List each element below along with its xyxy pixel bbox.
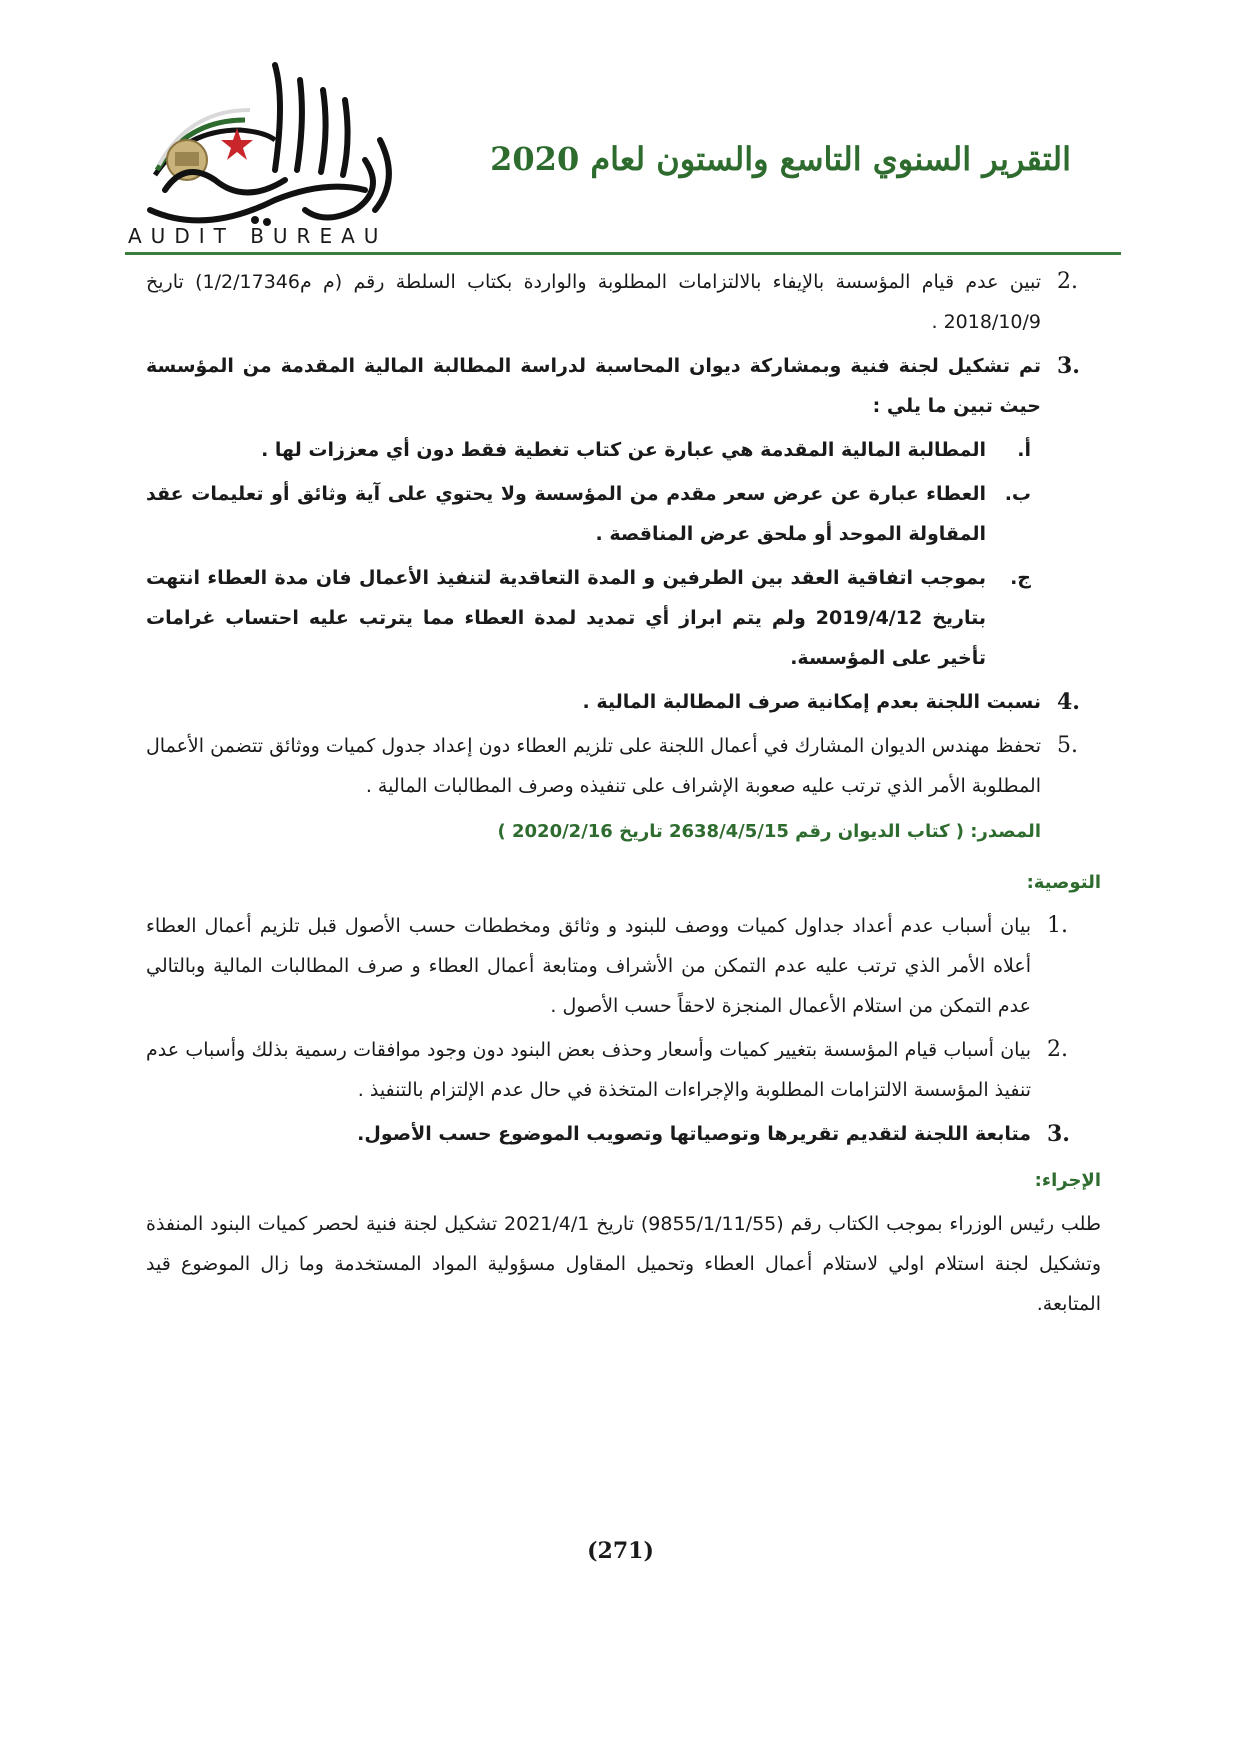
report-title: التقرير السنوي التاسع والستون لعام 2020: [490, 140, 1071, 178]
item-text: بيان أسباب عدم أعداد جداول كميات ووصف للبنود و وثائق ومخططات حسب الأصول قبل تلزيم أعمال العطاء أعلاه الأمر الذي ترتب عليه عدم التمكن من الأشراف ومتابعة أعمال العطاء و صرف المطالبات المالية وبالتالي عدم التمكن من استلام الأعمال المنجزة لاحقاً حسب الأصول .: [146, 915, 1031, 1017]
list-item: [146, 682, 1101, 722]
sub-item-letter: أ.: [1017, 439, 1031, 461]
sub-item-text: العطاء عبارة عن عرض سعر مقدم من المؤسسة ولا يحتوي على آية وثائق أو تعليمات عقد المقاولة الموحد أو ملحق عرض المناقصة .: [146, 483, 986, 545]
sub-list: [146, 430, 1101, 678]
item-text: متابعة اللجنة لتقديم تقريرها وتوصياتها وتصويب الموضوع حسب الأصول.: [357, 1123, 1031, 1145]
item-number: 1.: [1047, 913, 1068, 938]
item-text: تم تشكيل لجنة فنية وبمشاركة ديوان المحاسبة لدراسة المطالبة المالية المقدمة من المؤسسة حيث تبين ما يلي :: [146, 355, 1041, 417]
item-text: نسبت اللجنة بعدم إمكانية صرف المطالبة المالية .: [582, 691, 1041, 713]
item-text: تحفظ مهندس الديوان المشارك في أعمال اللجنة على تلزيم العطاء دون إعداد جدول كميات ووثائق تتضمن الأعمال المطلوبة الأمر الذي ترتب عليه صعوبة الإشراف على تنفيذه وصرف المطالبات المالية .: [146, 735, 1041, 797]
header-rule: [125, 252, 1121, 255]
audit-bureau-logo: [125, 60, 415, 250]
sub-item: [146, 558, 1041, 678]
document-body: [146, 262, 1101, 1324]
page-number: (271): [587, 1538, 654, 1564]
emblem-icon: [155, 110, 275, 180]
item-text: تبين عدم قيام المؤسسة بالإيفاء بالالتزامات المطلوبة والواردة بكتاب السلطة رقم (م م1/2/17346) تاريخ 2018/10/9 .: [146, 271, 1042, 333]
sub-item: [146, 474, 1041, 554]
item-number: 3.: [1047, 1121, 1070, 1147]
sub-item-letter: ج.: [1010, 567, 1031, 589]
item-number: 2.: [1047, 1037, 1068, 1062]
source-reference: المصدر: ( كتاب الديوان رقم 2638/4/5/15 تاريخ 2020/2/16 ): [497, 821, 1041, 842]
page-header: [0, 0, 1241, 260]
list-item: [146, 726, 1101, 806]
recommendation-heading: التوصية:: [1026, 872, 1101, 893]
list-item: [146, 346, 1101, 426]
recommendation-list: [146, 906, 1101, 1154]
sub-item: [146, 430, 1041, 470]
recommendation-item: [146, 1114, 1101, 1154]
item-number: 4.: [1057, 689, 1080, 715]
action-text: طلب رئيس الوزراء بموجب الكتاب رقم (9855/1/11/55) تاريخ 2021/4/1 تشكيل لجنة فنية لحصر كميات البنود المنفذة وتشكيل لجنة استلام اولي لاستلام أعمال العطاء وتحميل المقاول مسؤولية المواد المستخدمة وما زال الموضوع قيد المتابعة.: [146, 1213, 1102, 1315]
item-number: 5.: [1057, 733, 1078, 758]
list-item: [146, 262, 1101, 342]
logo-english-text: AUDIT BUREAU: [128, 224, 388, 248]
sub-item-text: بموجب اتفاقية العقد بين الطرفين و المدة التعاقدية لتنفيذ الأعمال فان مدة العطاء انتهت بتاريخ 2019/4/12 ولم يتم ابراز أي تمديد لمدة العطاء مما يترتب عليه احتساب غرامات تأخير على المؤسسة.: [146, 567, 986, 669]
recommendation-item: [146, 906, 1101, 1026]
recommendation-item: [146, 1030, 1101, 1110]
action-heading: الإجراء:: [1034, 1170, 1101, 1191]
item-number: 3.: [1057, 353, 1080, 379]
item-text: بيان أسباب قيام المؤسسة بتغيير كميات وأسعار وحذف بعض البنود دون وجود موافقات رسمية بذلك وأسباب عدم تنفيذ المؤسسة الالتزامات المطلوبة والإجراءات المتخذة في حال عدم الإلتزام بالتنفيذ .: [146, 1039, 1031, 1101]
sub-item-letter: ب.: [1004, 483, 1031, 505]
sub-item-text: المطالبة المالية المقدمة هي عبارة عن كتاب تغطية فقط دون أي معززات لها .: [261, 439, 986, 461]
item-number: 2.: [1057, 269, 1078, 294]
